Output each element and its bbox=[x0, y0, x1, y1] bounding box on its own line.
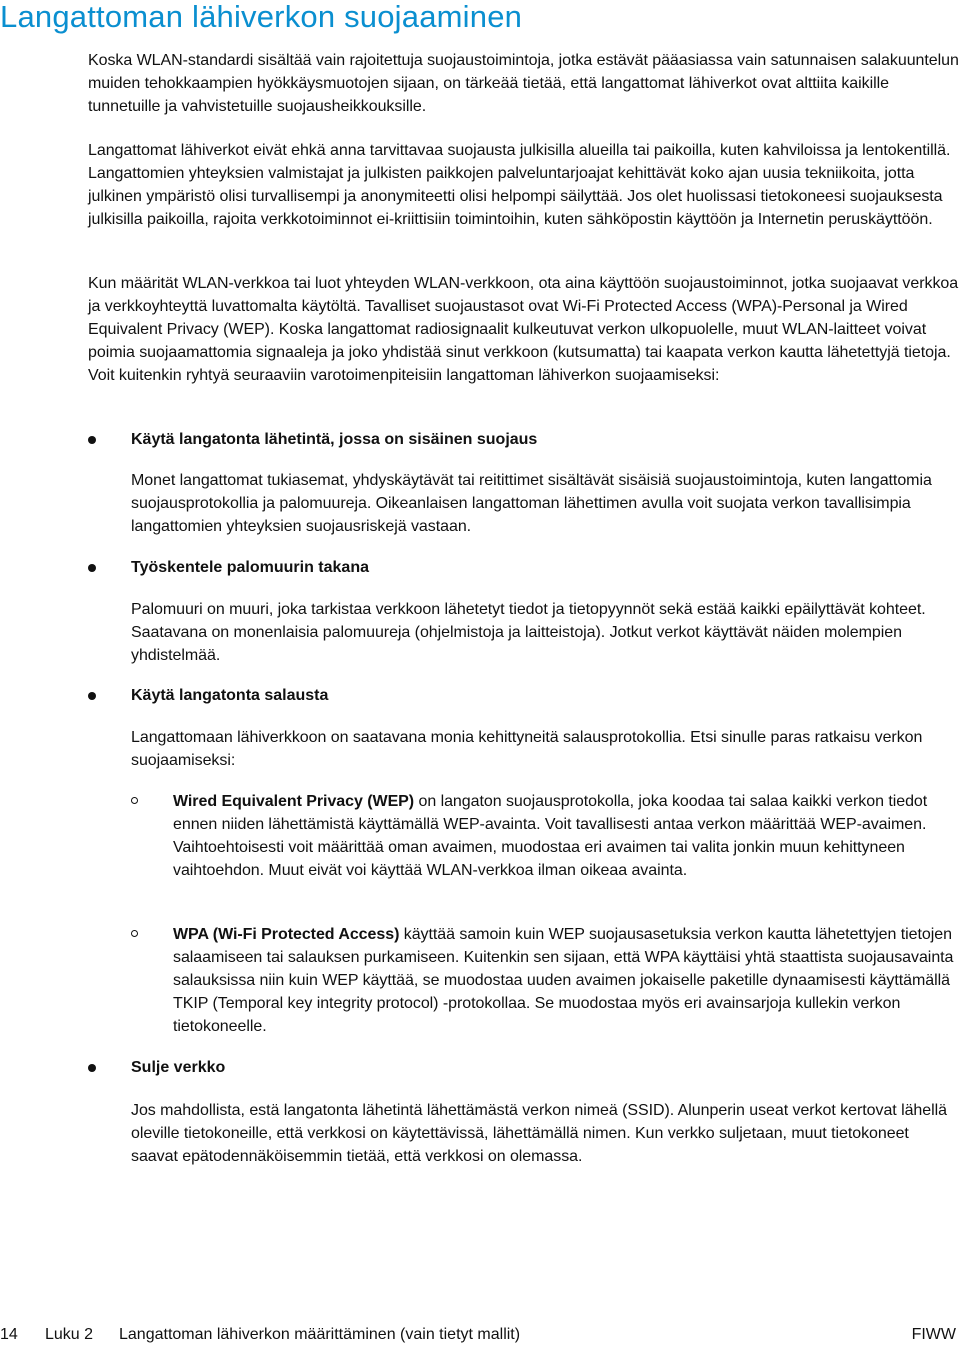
bullet-body-encryption: Langattomaan lähiverkkoon on saatavana monia kehittyneitä salausprotokollia. Etsi sinulle paras ratkaisu verkon suojaamiseksi: bbox=[131, 729, 923, 769]
bullet-dot bbox=[88, 692, 96, 700]
sub-item-wep bbox=[173, 790, 960, 882]
bullet-body-firewall: Palomuuri on muuri, joka tarkistaa verkkoon lähetetyt tiedot ja tietopyynnöt sekä estää kaikki epäilyttävät kohteet. Saatavana on monenlaisia palomuureja (ohjelmistoja ja laitteistoja). Jotkut verkot käyttävät näiden molempien yhdistelmää. bbox=[131, 601, 926, 664]
footer-page-number: 14 bbox=[0, 1326, 18, 1343]
bullet-body-close-network: Jos mahdollista, estä langatonta lähetintä lähettämästä verkon nimeä (SSID). Alunperin useat verkot kertovat lähellä oleville tietokoneille, että verkkosi on käytettävissä, lähettämällä nimen. Kun verkko suljetaan, muut tietokoneet saavat epätodennäköisemmin tietää, että verkkosi on olemassa. bbox=[131, 1102, 947, 1165]
bullet-dot bbox=[88, 564, 96, 572]
bullet-label-firewall: Työskentele palomuurin takana bbox=[131, 559, 369, 576]
bullet-dot bbox=[88, 436, 96, 444]
sub-item-wpa-term: WPA (Wi-Fi Protected Access) bbox=[173, 926, 400, 943]
public-areas-paragraph: Langattomat lähiverkot eivät ehkä anna tarvittavaa suojausta julkisilla alueilla tai paikoilla, kuten kahviloissa ja lentokentillä. Langattomien yhteyksien valmistajat ja julkisten paikkojen palveluntarjoajat kehittävät koko ajan uusia tekniikoita, jotta julkinen ympäristö olisi turvallisempi ja anonymiteetti olisi helpompi säilyttää. Jos olet huolissasi tietokoneesi suojauksesta julkisilla paikoilla, rajoita verkkotoiminnot ei-kriittisiin toimintoihin, kuten sähköpostin käyttöön ja Internetin peruskäyttöön. bbox=[88, 142, 951, 228]
sub-item-wpa-text: käyttää samoin kuin WEP suojausasetuksia verkon kautta lähetettyjen tietojen salaamiseen tai salauksen purkamiseen. Kuitenkin sen sijaan, että WPA käyttäisi yhtä staattista suojausavainta salauksissa niin kuin WEP käyttää, se muodostaa uuden avaimen jokaiselle paketille dynaamisesti käyttämällä TKIP (Temporal key integrity protocol) -protokollaa. Se muodostaa myös eri avainsarjoja kullekin verkon tietokoneelle. bbox=[173, 926, 954, 1035]
sub-item-wep-text: on langaton suojausprotokolla, joka koodaa tai salaa kaikki verkon tiedot ennen niiden lähettämistä käyttämällä WEP-avainta. Voit tavallisesti antaa verkon määrittää WEP-avaimen. Vaihtoehtoisesti voit määrittää oman avaimen, muodostaa eri avaimen tai valita jonkin muun kehittyneen vaihtoehdon. Muut eivät voi käyttää WLAN-verkkoa ilman oikeaa avainta. bbox=[173, 793, 928, 879]
bullet-label-encryption: Käytä langatonta salausta bbox=[131, 687, 329, 704]
sub-item-wpa bbox=[173, 923, 960, 1038]
footer-chapter-title: Langattoman lähiverkon määrittäminen (vain tietyt mallit) bbox=[119, 1326, 521, 1343]
sub-bullet-circle bbox=[131, 797, 138, 804]
intro-paragraph: Koska WLAN-standardi sisältää vain rajoitettuja suojaustoimintoja, jotka estävät pääasiassa vain satunnaisen salakuuntelun muiden tehokkaampien hyökkäysmuotojen sijaan, on tärkeää tietää, että langattomat lähiverkot ovat alttiita kaikille tunnetuille ja vahvistetuille suojausheikkouksille. bbox=[88, 52, 959, 115]
sub-item-wep-term: Wired Equivalent Privacy (WEP) bbox=[173, 793, 415, 810]
bullet-body-transmitter: Monet langattomat tukiasemat, yhdyskäytävät tai reitittimet sisältävät sisäisiä suojaustoimintoja, kuten langattomia suojausprotokollia ja palomuureja. Oikeanlaisen langattoman lähettimen avulla voit suojata verkon tavallisimpia langattomien yhteyksien suojausriskejä vastaan. bbox=[131, 472, 932, 535]
sub-bullet-circle bbox=[131, 930, 138, 937]
footer-chapter: Luku 2 bbox=[45, 1326, 94, 1343]
bullet-label-close-network: Sulje verkko bbox=[131, 1059, 226, 1076]
bullet-label-transmitter: Käytä langatonta lähetintä, jossa on sisäinen suojaus bbox=[131, 431, 538, 448]
page-title: Langattoman lähiverkon suojaaminen bbox=[0, 0, 523, 34]
footer-locale: FIWW bbox=[911, 1326, 956, 1343]
precautions-paragraph: Kun määrität WLAN-verkkoa tai luot yhteyden WLAN-verkkoon, ota aina käyttöön suojaustoiminnot, jotka suojaavat verkkoa ja verkkoyhteyttä luvattomalta käytöltä. Tavalliset suojaustasot ovat Wi-Fi Protected Access (WPA)-Personal ja Wired Equivalent Privacy (WEP). Koska langattomat radiosignaalit kulkeutuvat verkon ulkopuolelle, muut WLAN-laitteet voivat poimia suojaamattomia signaaleja ja joko yhdistää sinut verkkoon (kutsumatta) tai kaapata verkon kautta lähetettyjä tietoja. Voit kuitenkin ryhtyä seuraaviin varotoimenpiteisiin langattoman lähiverkon suojaamiseksi: bbox=[88, 275, 959, 384]
bullet-dot bbox=[88, 1064, 96, 1072]
